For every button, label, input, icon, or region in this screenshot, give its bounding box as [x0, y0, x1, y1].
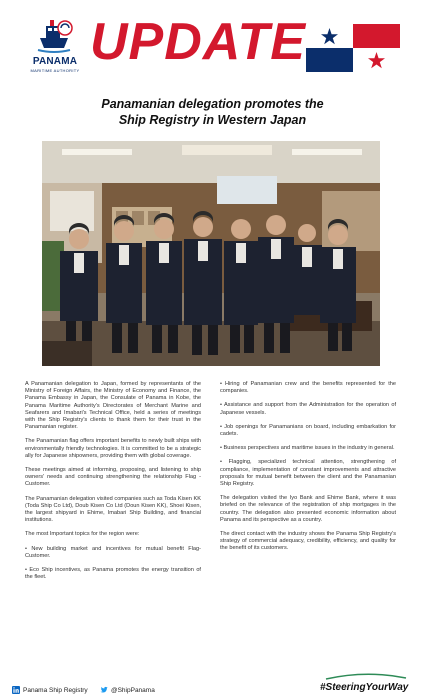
twitter-label: @ShipPanama: [111, 686, 155, 694]
bullet-item: • New building market and incentives for mutual benefit Flag-Customer.: [25, 545, 201, 559]
panama-flag-icon: [306, 24, 400, 72]
bullet-item: • Job openings for Panamanians on board, including embarkation for cadets.: [220, 423, 396, 438]
paragraph: The Panamanian flag offers important benefits to newly built ships with environmentally friendly technologies. It is committed to be a strategic ally for Japanese shipowners, providing them with global coverage.: [25, 438, 201, 459]
amp-logo: [25, 18, 85, 78]
bullet-item: • Business perspectives and maritime issues in the industry in general.: [220, 445, 395, 452]
linkedin-label: Panama Ship Registry: [23, 686, 88, 694]
linkedin-link[interactable]: [12, 686, 88, 694]
paragraph: These meetings aimed at informing, proposing, and listening to ship owners' needs and continuing strengthening the relationship Flag - Customer.: [25, 467, 201, 488]
article-headline: [0, 96, 425, 128]
headline-line-2: Ship Registry in Western Japan: [118, 113, 307, 127]
header: [0, 0, 425, 84]
group-photo-illustration: [42, 141, 380, 366]
paragraph: The delegation visited the Iyo Bank and Ehime Bank, where it was briefed on the relevance of the registration of ship mortgages in the country. The delegation also presented economic information about Panama and its perspective as a country.: [220, 495, 396, 523]
paragraph: The most Important topics for the region were:: [25, 531, 140, 538]
paragraph: The direct contact with the industry shows the Panama Ship Registry's strategy of commercial adequacy, credibility, efficiency, and quality for the benefit of its customers.: [220, 531, 396, 552]
body-column-left: [25, 381, 201, 588]
bullet-item: • Flagging, specialized technical attention, strengthening of compliance, implementation of constant improvements and attractive proposals for mutual benefit between the client and the Panamanian Ship Registry.: [220, 459, 396, 488]
twitter-icon: [100, 686, 108, 694]
delegation-group-photo: [42, 141, 380, 366]
paragraph: The Panamanian delegation visited companies such as Toda Kisen KK (Toda Ship Co Ltd), Doub Kisen Co Ltd (Doun Kisen KK), Shoei Kisen, the largest shipyard in Ehime, Imabari Ship Building, and financial institutions.: [25, 495, 201, 524]
hashtag: #SteeringYourWay: [320, 682, 409, 693]
swoosh-decoration: [324, 672, 408, 680]
body-column-right: [220, 381, 396, 560]
bullet-item: • Eco Ship incentives, as Panama promotes the energy transition of the fleet.: [25, 567, 201, 581]
twitter-link[interactable]: [100, 686, 155, 694]
headline-line-1: Panamanian delegation promotes the: [101, 97, 324, 111]
bullet-item: • Hiring of Panamanian crew and the benefits represented for the companies.: [220, 381, 396, 395]
update-title: UPDATE: [90, 13, 306, 71]
paragraph: A Panamanian delegation to Japan, formed by representants of the Ministry of Foreign Affairs, the Ministry of Economy and Finance, the Panama Embassy in Japan, the Consulate of Panama in Kobe, the Panama Maritime Authority's Directorates of Merchant Marine and Seafarers and Imabari's Technical Office, held a series of meetings with the Ship Registry's clients to thank them for their trust in the Panamanian register.: [25, 381, 201, 431]
logo-subtitle: MARITIME AUTHORITY: [30, 68, 80, 73]
logo-name: PANAMA: [32, 56, 78, 67]
ship-emblem-icon: [34, 18, 74, 54]
bullet-item: • Assistance and support from the Administration for the operation of Japanese vessels.: [220, 402, 396, 416]
linkedin-icon: [12, 686, 20, 694]
